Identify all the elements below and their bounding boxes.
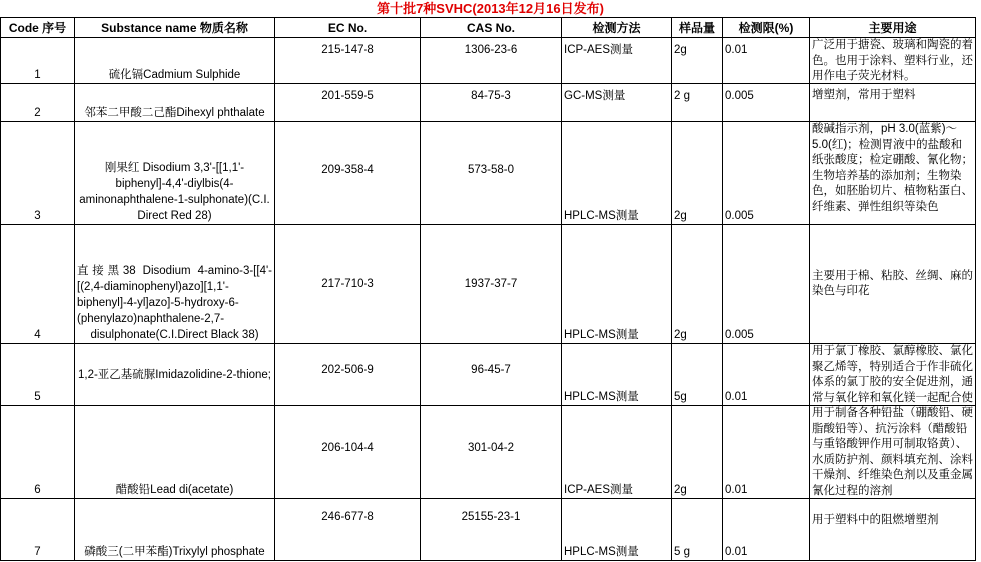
cas-number-cell: 1306-23-6 — [421, 38, 562, 84]
table-row — [1, 225, 976, 344]
cas-number-cell: 96-45-7 — [421, 344, 562, 406]
table-row — [1, 84, 976, 122]
detection-limit-cell: 0.005 — [723, 225, 810, 344]
main-use-cell — [810, 344, 976, 406]
substance-name-cell: 磷酸三(二甲苯酯)Trixylyl phosphate — [75, 499, 275, 561]
ec-number-cell: 217-710-3 — [275, 225, 421, 344]
table-row — [1, 499, 976, 561]
cas-number-cell: 301-04-2 — [421, 406, 562, 499]
sample-amount-cell: 5 g — [672, 499, 723, 561]
substance-name-cell: 直接黑38 Disodium 4-amino-3-[[4'-[(2,4-diaminophenyl)azo][1,1'-biphenyl]-4-yl]azo]-5-hydroxy-6-(phenylazo)naphthalene-2,7-disulphonate(C.I.Direct Black 38) — [75, 225, 275, 344]
svhc-table — [0, 17, 976, 561]
test-method-cell: HPLC-MS测量 — [562, 122, 672, 225]
ec-number-cell: 206-104-4 — [275, 406, 421, 499]
main-use-cell: 用于塑料中的阻燃增塑剂 — [810, 499, 976, 561]
sample-amount-cell: 2g — [672, 38, 723, 84]
detection-limit-cell: 0.005 — [723, 84, 810, 122]
code-cell: 4 — [1, 225, 75, 344]
main-use-text: 用于制备各种铅盐（硼酸铅、硬脂酸铅等）、抗污涂料（醋酸铅与重铬酸钾作用可制取铬黄）、水质防护剂、颜料填充剂、涂料干燥剂、纤维染色剂以及重金属氰化过程的溶剂 — [812, 407, 973, 497]
detection-limit-cell: 0.005 — [723, 122, 810, 225]
table-row — [1, 344, 976, 406]
sample-amount-cell: 2g — [672, 225, 723, 344]
header-row — [1, 18, 976, 38]
sample-amount-cell: 2 g — [672, 84, 723, 122]
test-method-cell: ICP-AES测量 — [562, 406, 672, 499]
code-cell: 5 — [1, 344, 75, 406]
test-method-cell: GC-MS测量 — [562, 84, 672, 122]
code-cell: 6 — [1, 406, 75, 499]
test-method-cell: HPLC-MS测量 — [562, 499, 672, 561]
test-method-cell: HPLC-MS测量 — [562, 344, 672, 406]
col-header-amount: 样品量 — [672, 18, 723, 38]
test-method-cell: HPLC-MS测量 — [562, 225, 672, 344]
cas-number-cell: 25155-23-1 — [421, 499, 562, 561]
code-cell: 7 — [1, 499, 75, 561]
main-use-cell — [810, 406, 976, 499]
test-method-cell: ICP-AES测量 — [562, 38, 672, 84]
sheet-title: 第十批7种SVHC(2013年12月16日发布) — [377, 1, 604, 16]
table-row — [1, 122, 976, 225]
code-cell: 2 — [1, 84, 75, 122]
sample-amount-cell: 2g — [672, 122, 723, 225]
cas-number-cell: 84-75-3 — [421, 84, 562, 122]
cas-number-cell: 573-58-0 — [421, 122, 562, 225]
cas-number-cell: 1937-37-7 — [421, 225, 562, 344]
table-row — [1, 38, 976, 84]
col-header-method: 检测方法 — [562, 18, 672, 38]
sample-amount-cell: 2g — [672, 406, 723, 499]
main-use-cell: 主要用于棉、粘胶、丝绸、麻的染色与印花 — [810, 225, 976, 344]
detection-limit-cell: 0.01 — [723, 406, 810, 499]
ec-number-cell: 215-147-8 — [275, 38, 421, 84]
ec-number-cell: 246-677-8 — [275, 499, 421, 561]
detection-limit-cell: 0.01 — [723, 499, 810, 561]
substance-name-cell: 刚果红 Disodium 3,3'-[[1,1'-biphenyl]-4,4'-diylbis(4-aminonaphthalene-1-sulphonate)(C.I. Direct Red 28) — [75, 122, 275, 225]
code-cell: 3 — [1, 122, 75, 225]
main-use-cell: 增塑剂，常用于塑料 — [810, 84, 976, 122]
code-cell: 1 — [1, 38, 75, 84]
ec-number-cell: 209-358-4 — [275, 122, 421, 225]
main-use-cell: 酸碱指示剂，pH 3.0(蓝紫)～5.0(红)；检测胃液中的盐酸和纸张酸度；检定硼酸、氰化物；生物培养基的添加剂；生物染色，如胚胎切片、植物粘蛋白、纤维素、弹性组织等染色 — [810, 122, 976, 225]
substance-name-cell: 醋酸铅Lead di(acetate) — [75, 406, 275, 499]
col-header-use: 主要用途 — [810, 18, 976, 38]
sample-amount-cell: 5g — [672, 344, 723, 406]
ec-number-cell: 201-559-5 — [275, 84, 421, 122]
col-header-code: Code 序号 — [1, 18, 75, 38]
col-header-cas: CAS No. — [421, 18, 562, 38]
detection-limit-cell: 0.01 — [723, 344, 810, 406]
main-use-text: 用于氯丁橡胶、氯醇橡胶、氯化聚乙烯等，特别适合于作非硫化体系的氯丁胶的安全促进剂，通常与氧化锌和氧化镁一起配合使 — [812, 345, 973, 404]
main-use-cell: 广泛用于搪瓷、玻璃和陶瓷的着色。也用于涂料、塑料行业，还用作电子荧光材料。 — [810, 38, 976, 84]
col-header-name: Substance name 物质名称 — [75, 18, 275, 38]
substance-name-cell: 邻苯二甲酸二己酯Dihexyl phthalate — [75, 84, 275, 122]
ec-number-cell: 202-506-9 — [275, 344, 421, 406]
col-header-limit: 检测限(%) — [723, 18, 810, 38]
substance-name-cell: 1,2-亚乙基硫脲Imidazolidine-2-thione; — [75, 344, 275, 406]
table-row — [1, 406, 976, 499]
substance-name-cell: 硫化镉Cadmium Sulphide — [75, 38, 275, 84]
detection-limit-cell: 0.01 — [723, 38, 810, 84]
col-header-ec: EC No. — [275, 18, 421, 38]
